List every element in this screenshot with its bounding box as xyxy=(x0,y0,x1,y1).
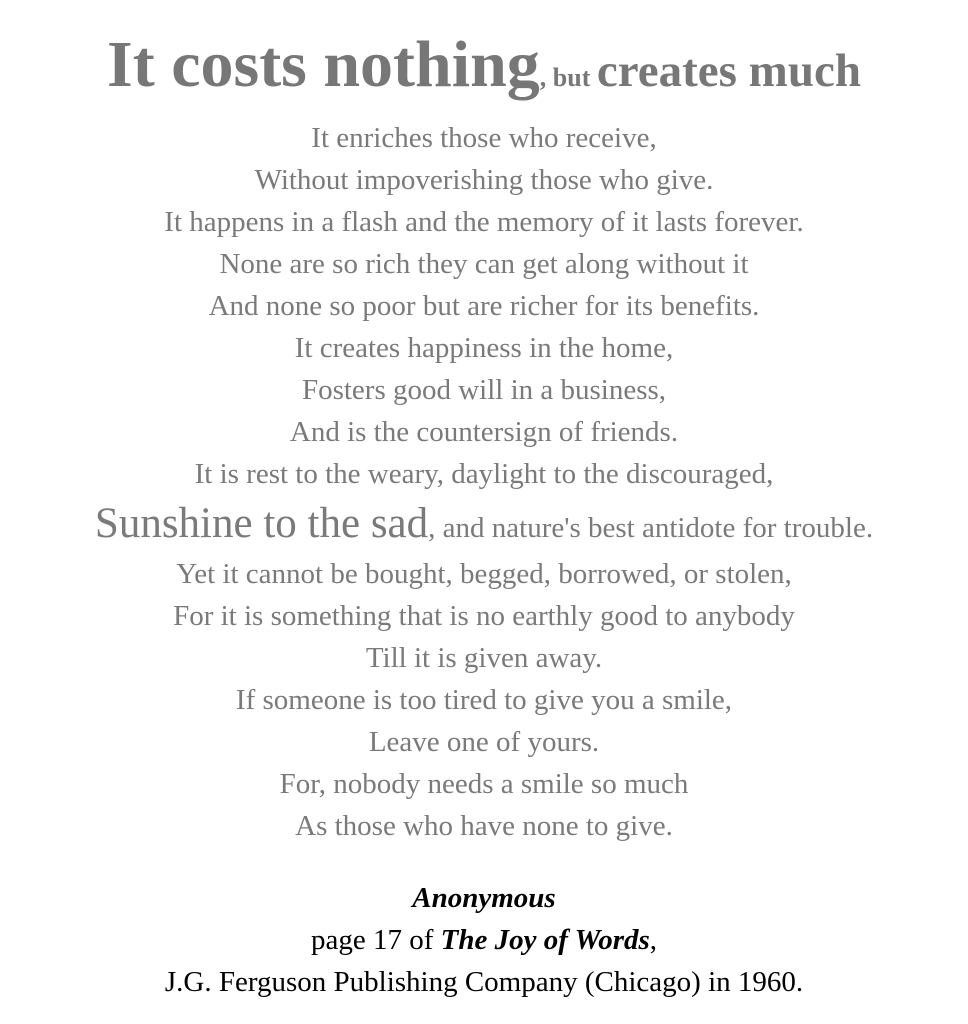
poem-line: None are so rich they can get along without it xyxy=(219,248,749,280)
highlight-phrase: Sunshine to the sad xyxy=(94,500,429,547)
publisher-line: J.G. Ferguson Publishing Company (Chicago) in 1960. xyxy=(164,966,804,998)
poem-line: Leave one of yours. xyxy=(368,726,600,758)
poem-line: Till it is given away. xyxy=(365,642,603,674)
attribution xyxy=(0,877,968,1003)
book-title: The Joy of Words xyxy=(440,924,650,956)
author-name: Anonymous xyxy=(412,882,556,914)
poem-body xyxy=(0,117,968,847)
poem-line: Yet it cannot be bought, begged, borrowed, or stolen, xyxy=(176,558,792,590)
title-secondary: creates much xyxy=(596,45,861,97)
poem-line: Fosters good will in a business, xyxy=(301,374,667,406)
poem-line: As those who have none to give. xyxy=(295,810,673,842)
poem-line: And none so poor but are richer for its benefits. xyxy=(208,290,760,322)
source-page: page 17 of xyxy=(310,924,441,956)
source-suffix: , xyxy=(649,924,658,956)
title-connector: , but xyxy=(539,63,597,92)
poem-line: For, nobody needs a smile so much xyxy=(279,768,689,800)
highlight-rest: , and nature's best antidote for trouble. xyxy=(428,512,874,544)
poem-line: It creates happiness in the home, xyxy=(294,332,674,364)
poem-line: And is the countersign of friends. xyxy=(289,416,679,448)
poem-highlight-line xyxy=(0,499,968,553)
source-line xyxy=(0,919,968,961)
poem-line: It is rest to the weary, daylight to the discouraged, xyxy=(194,458,774,490)
poem-line: It enriches those who receive, xyxy=(311,122,657,154)
poem-title xyxy=(0,26,968,117)
title-main: It costs nothing xyxy=(107,28,540,101)
poem-line: If someone is too tired to give you a smile, xyxy=(235,684,733,716)
poem-line: Without impoverishing those who give. xyxy=(254,164,714,196)
poem-line: It happens in a flash and the memory of it lasts forever. xyxy=(164,206,804,238)
poem-line: For it is something that is no earthly good to anybody xyxy=(173,600,795,632)
